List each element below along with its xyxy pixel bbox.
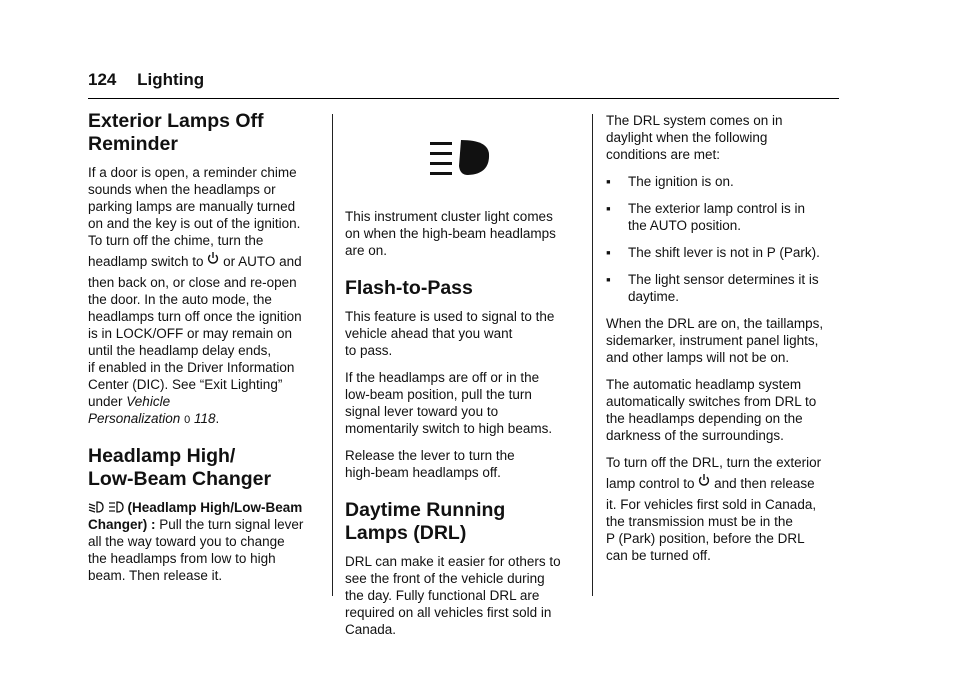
text-line: P (Park) position, before the DRL (606, 531, 805, 546)
flash-paragraph-2 (345, 369, 585, 437)
heading-line: Low-Beam Changer (88, 468, 272, 490)
heading-headlamp-changer (88, 445, 328, 491)
text-line: and then release (714, 476, 815, 491)
text-line: under (88, 394, 123, 409)
text-line: high-beam headlamps off. (345, 465, 501, 480)
text-line: If a door is open, a reminder chime (88, 165, 297, 180)
text-line: the transmission must be in the (606, 514, 793, 529)
text-line: headlamp switch to (88, 254, 204, 269)
text-line: sounds when the headlamps or (88, 182, 276, 197)
drl-paragraph (345, 553, 585, 638)
low-beam-icon (88, 500, 104, 514)
text-line: The ignition is on. (628, 174, 734, 189)
text-line: To turn off the DRL, turn the exterior (606, 455, 822, 470)
drl-auto-paragraph (606, 376, 842, 444)
heading-exterior-lamps-off-reminder (88, 110, 328, 156)
column-divider-2 (592, 114, 593, 596)
column-divider-1 (332, 114, 333, 596)
flash-paragraph-3 (345, 447, 585, 481)
changer-paragraph (88, 499, 328, 584)
text-line: then back on, or close and re-open (88, 275, 297, 290)
text-line: lamp control to (606, 476, 695, 491)
xref-arrow-icon: 0 (184, 414, 191, 426)
bullet-icon: ▪ (606, 245, 611, 260)
text-line: low-beam position, pull the turn (345, 387, 532, 402)
text-line: on and the key is out of the ignition. (88, 216, 301, 231)
text-line: Release the lever to turn the (345, 448, 515, 463)
text-line: beam. Then release it. (88, 568, 223, 583)
text-line: and other lamps will not be on. (606, 350, 790, 365)
text-line: it. For vehicles first sold in Canada, (606, 497, 817, 512)
heading-line: Reminder (88, 133, 178, 155)
text-line: DRL can make it easier for others to (345, 554, 561, 569)
changer-label: (Headlamp High/Low-Beam (127, 500, 303, 515)
text-line: When the DRL are on, the taillamps, (606, 316, 824, 331)
text-line: the headlamps depending on the (606, 411, 803, 426)
heading-line: Headlamp High/ (88, 445, 236, 467)
list-item (606, 173, 842, 190)
bullet-icon: ▪ (606, 201, 611, 216)
drl-off-paragraph (606, 315, 842, 366)
text-line: required on all vehicles first sold in (345, 605, 552, 620)
text-line: The shift lever is not in P (Park). (628, 245, 820, 260)
text-line: This instrument cluster light comes (345, 209, 553, 224)
text-line: until the headlamp delay ends, (88, 343, 272, 358)
bullet-icon: ▪ (606, 174, 611, 189)
high-beam-icon (108, 500, 124, 514)
text-line: or AUTO and (223, 254, 302, 269)
page-number: 124 (88, 70, 117, 89)
text-line: headlamps turn off once the ignition (88, 309, 302, 324)
text-line: Center (DIC). See “Exit Lighting” (88, 377, 283, 392)
list-item (606, 244, 842, 261)
headlamp-off-icon (698, 473, 710, 487)
text-line: can be turned off. (606, 548, 711, 563)
text-line: the day. Fully functional DRL are (345, 588, 540, 603)
heading-flash-to-pass: Flash-to-Pass (345, 277, 473, 299)
reminder-paragraph (88, 164, 328, 429)
text-line: The automatic headlamp system (606, 377, 802, 392)
text-line: on when the high-beam headlamps (345, 226, 556, 241)
text-line: all the way toward you to change (88, 534, 285, 549)
changer-label: Changer) : (88, 517, 156, 532)
text-line: signal lever toward you to (345, 404, 499, 419)
text-line: darkness of the surroundings. (606, 428, 784, 443)
text-line: automatically switches from DRL to (606, 394, 817, 409)
heading-line: Lamps (DRL) (345, 522, 467, 544)
header-rule (88, 98, 839, 99)
text-line: The DRL system comes on in (606, 113, 783, 128)
text-line: conditions are met: (606, 147, 721, 162)
high-beam-indicator-icon (428, 138, 492, 178)
text-line: to pass. (345, 343, 393, 358)
text-line: To turn off the chime, turn the (88, 233, 264, 248)
list-item (606, 200, 842, 234)
text-line: The exterior lamp control is in (628, 201, 806, 216)
text-line: parking lamps are manually turned (88, 199, 296, 214)
text-line: if enabled in the Driver Information (88, 360, 295, 375)
text-line: the headlamps from low to high (88, 551, 276, 566)
section-title: Lighting (137, 70, 205, 89)
heading-line: Daytime Running (345, 499, 506, 521)
text-line: the AUTO position. (628, 218, 742, 233)
flash-paragraph-1 (345, 308, 585, 359)
xref-period: . (215, 411, 220, 426)
text-line: Pull the turn signal lever (159, 517, 304, 532)
text-line: Canada. (345, 622, 397, 637)
column-3 (606, 112, 842, 574)
heading-line: Exterior Lamps Off (88, 110, 264, 132)
xref-page-number[interactable]: 118 (193, 411, 216, 426)
xref-link-personalization[interactable]: Personalization (88, 411, 181, 426)
drl-conditions-intro (606, 112, 842, 163)
text-line: This feature is used to signal to the (345, 309, 555, 324)
text-line: is in LOCK/OFF or may remain on (88, 326, 293, 341)
highbeam-paragraph (345, 208, 585, 259)
column-2 (345, 138, 585, 648)
text-line: daytime. (628, 289, 680, 304)
text-line: the door. In the auto mode, the (88, 292, 272, 307)
bullet-icon: ▪ (606, 272, 611, 287)
headlamp-off-icon (207, 251, 219, 265)
text-line: see the front of the vehicle during (345, 571, 545, 586)
text-line: If the headlamps are off or in the (345, 370, 540, 385)
text-line: The light sensor determines it is (628, 272, 819, 287)
text-line: momentarily switch to high beams. (345, 421, 553, 436)
list-item (606, 271, 842, 305)
drl-turnoff-paragraph (606, 454, 842, 564)
page-header (88, 70, 204, 90)
text-line: are on. (345, 243, 388, 258)
text-line: sidemarker, instrument panel lights, (606, 333, 819, 348)
heading-daytime-running-lamps (345, 499, 585, 545)
xref-link-vehicle[interactable]: Vehicle (126, 394, 171, 409)
column-1 (88, 110, 328, 594)
text-line: vehicle ahead that you want (345, 326, 513, 341)
text-line: daylight when the following (606, 130, 768, 145)
